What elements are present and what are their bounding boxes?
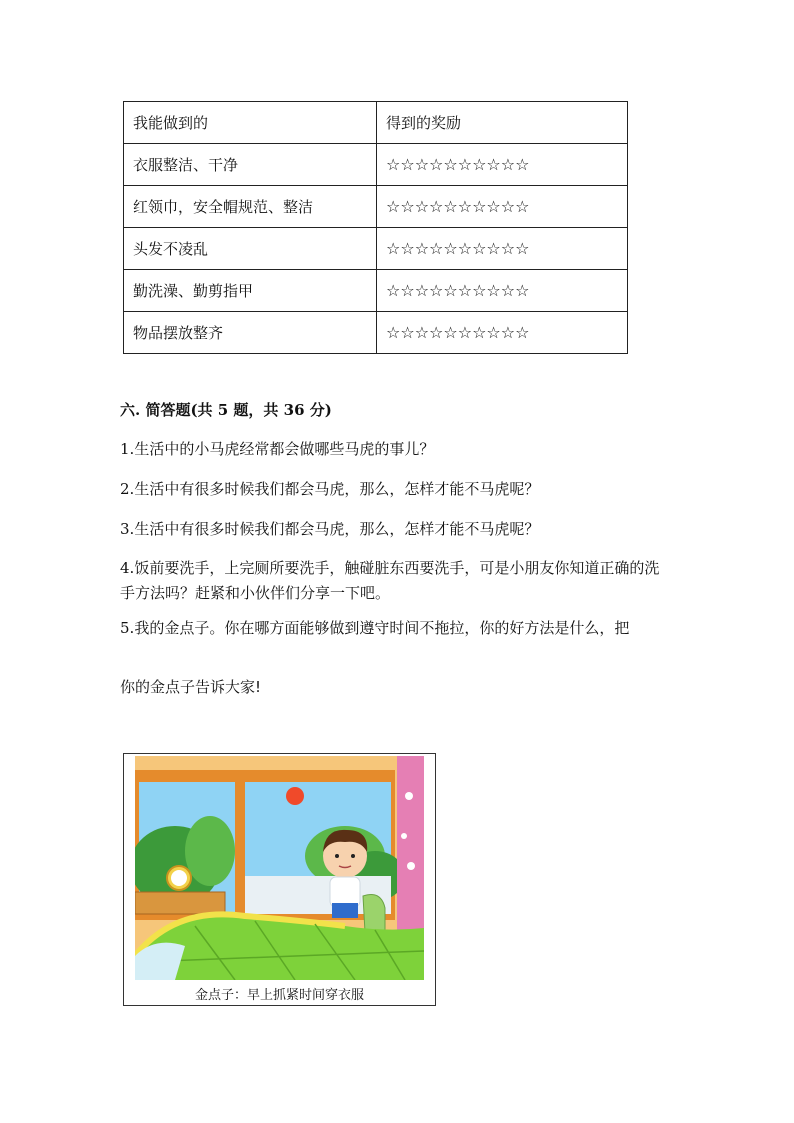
question-4	[120, 556, 668, 606]
question-number: 1.	[120, 440, 135, 458]
reward-stars: ☆☆☆☆☆☆☆☆☆☆	[377, 228, 628, 270]
item-cell: 勤洗澡、勤剪指甲	[124, 270, 377, 312]
table-row	[124, 312, 628, 354]
question-5-continuation: 你的金点子告诉大家!	[120, 678, 262, 696]
table-row	[124, 186, 628, 228]
reward-stars: ☆☆☆☆☆☆☆☆☆☆	[377, 186, 628, 228]
figure-caption: 金点子：早上抓紧时间穿衣服	[194, 988, 364, 1003]
item-cell: 物品摆放整齐	[124, 312, 377, 354]
table-row	[124, 228, 628, 270]
cartoon-illustration	[135, 756, 424, 980]
reward-stars: ☆☆☆☆☆☆☆☆☆☆	[377, 270, 628, 312]
section-title: 六. 简答题(共 5 题，共 36 分)	[120, 401, 332, 419]
question-text: 生活中的小马虎经常都会做哪些马虎的事儿？	[134, 440, 435, 458]
reward-stars: ☆☆☆☆☆☆☆☆☆☆	[377, 312, 628, 354]
question-number: 5.	[120, 619, 135, 637]
item-cell: 衣服整洁、干净	[124, 144, 377, 186]
question-text: 生活中有很多时候我们都会马虎，那么，怎样才能不马虎呢？	[134, 520, 540, 538]
item-cell: 头发不凌乱	[124, 228, 377, 270]
question-text: 我的金点子。你在哪方面能够做到遵守时间不拖拉，你的好方法是什么，把	[134, 619, 630, 637]
table-row	[124, 144, 628, 186]
question-number: 2.	[120, 480, 135, 498]
question-number: 3.	[120, 520, 135, 538]
question-number: 4.	[120, 559, 135, 577]
header-cell: 我能做到的	[124, 102, 377, 144]
question-text: 饭前要洗手，上完厕所要洗手，触碰脏东西要洗手，可是小朋友你知道正确的洗手方法吗？赶紧和小伙伴们分享一下吧。	[120, 559, 660, 602]
sun-icon	[286, 787, 304, 805]
question-2	[120, 477, 680, 502]
item-cell: 红领巾，安全帽规范、整洁	[124, 186, 377, 228]
illustration-figure	[123, 753, 436, 1006]
header-cell: 得到的奖励	[377, 102, 628, 144]
table-row	[124, 270, 628, 312]
reward-stars: ☆☆☆☆☆☆☆☆☆☆	[377, 144, 628, 186]
question-3	[120, 517, 680, 542]
question-1	[120, 437, 680, 462]
table-header-row	[124, 102, 628, 144]
reward-table	[123, 101, 628, 354]
question-text: 生活中有很多时候我们都会马虎，那么，怎样才能不马虎呢？	[134, 480, 540, 498]
question-5	[120, 616, 680, 641]
